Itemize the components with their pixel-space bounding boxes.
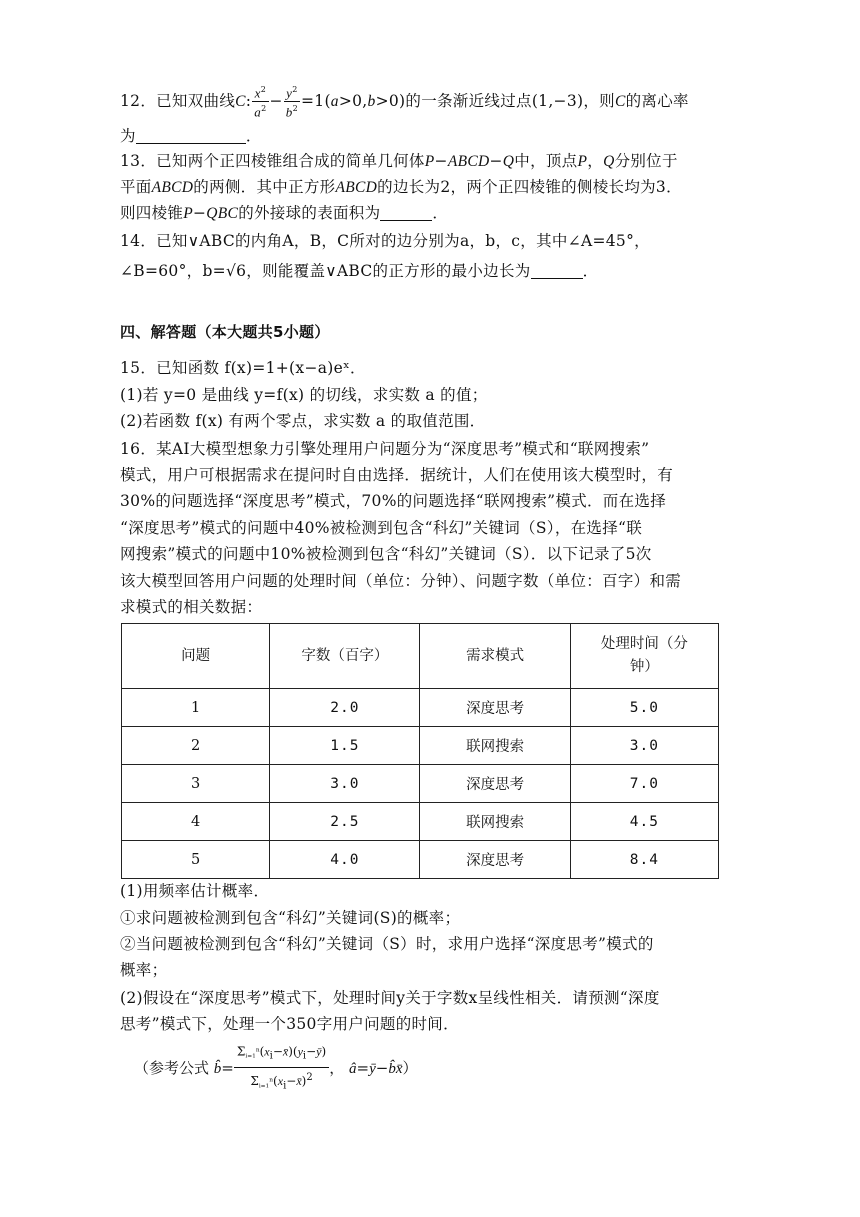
q16-after-line: (1)用频率估计概率．	[120, 882, 270, 900]
q12-point: (1,−3)	[531, 91, 584, 110]
question-12-line-1: 12．已知双曲线C: $\frac{x^2}{a^2}$ − $\frac{y^2}{b^2}$ =1(a>0,b>0)的一条渐近线过点(1,−3)，则C的离心率	[120, 85, 689, 120]
formula-suffix: ）	[402, 1059, 418, 1078]
q12-line2: 为	[120, 127, 136, 145]
cell-words: 2.0	[270, 689, 420, 727]
question-15-line-1: 15．已知函数 f(x)=1+(x−a)eˣ．	[120, 359, 366, 377]
q13-text-2: 平面	[120, 178, 152, 196]
cell-time: 3.0	[570, 727, 718, 765]
cell-mode: 联网搜索	[420, 727, 570, 765]
table-row	[122, 765, 719, 803]
cell-time: 4.5	[570, 803, 718, 841]
question-16-line: “深度思考”模式的问题中40%被检测到包含“科幻”关键词（S），在选择“联	[120, 519, 643, 537]
question-15-sub-1: (1)若 y=0 是曲线 y=f(x) 的切线，求实数 a 的值；	[120, 386, 488, 404]
q12-tail-2: 的离心率	[625, 91, 689, 110]
formula-prefix: （参考公式	[134, 1059, 210, 1078]
answer-blank[interactable]	[531, 262, 583, 279]
header-time-1: 处理时间（分	[600, 636, 688, 652]
cell-words: 2.5	[270, 803, 420, 841]
question-14-line-1	[120, 229, 740, 254]
fraction-x2-a2: $\frac{x^2}{a^2}$	[254, 85, 267, 120]
cell-mode: 联网搜索	[420, 803, 570, 841]
cell-mode: 深度思考	[420, 689, 570, 727]
q14-text: 14．已知∨ABC的内角A，B，C所对的边分别为a，b，c，其中∠A=45°，	[120, 232, 650, 250]
cell-time: 7.0	[570, 765, 718, 803]
cell-id: 5	[122, 841, 270, 879]
question-12-line-2: 为 ．	[120, 127, 262, 145]
formula-sep: ，	[329, 1059, 345, 1078]
question-16-line: 求模式的相关数据：	[120, 598, 263, 616]
question-16-line: 该大模型回答用户问题的处理时间（单位：分钟）、问题字数（单位：百字）和需	[120, 572, 682, 590]
cell-id: 2	[122, 727, 270, 765]
section-heading: 四、解答题（本大题共5小题）	[120, 323, 330, 341]
question-16-line: 16．某AI大模型想象力引擎处理用户问题分为“深度思考”模式和“联网搜索”	[120, 440, 650, 458]
question-13-line-1: 13．已知两个正四棱锥组合成的简单几何体P−ABCD−Q中，顶点P，Q分别位于	[120, 152, 678, 170]
fraction-y2-b2: $\frac{y^2}{b^2}$	[285, 85, 298, 120]
cell-mode: 深度思考	[420, 841, 570, 879]
answer-blank[interactable]	[380, 204, 432, 221]
answer-blank[interactable]	[136, 127, 246, 144]
cell-time: 8.4	[570, 841, 718, 879]
header-time	[570, 624, 718, 689]
cell-words: 3.0	[270, 765, 420, 803]
q13-text-2c: 的边长为2，两个正四棱锥的侧棱长均为3．	[377, 178, 682, 196]
q16-after-line: ②当问题被检测到包含“科幻”关键词（S）时，求用户选择“深度思考”模式的	[120, 935, 654, 953]
q14-text-2: ∠B=60°，b=√6，则能覆盖∨ABC的正方形的最小边长为	[120, 262, 531, 280]
q13-text-3b: 的外接球的表面积为	[238, 204, 381, 222]
question-16-line: 模式，用户可根据需求在提问时自由选择．据统计，人们在使用该大模型时，有	[120, 466, 674, 484]
question-16-line: 30%的问题选择“深度思考”模式，70%的问题选择“联网搜索”模式．而在选择	[120, 492, 667, 510]
q16-after-line: 思考”模式下，处理一个350字用户问题的时间．	[120, 1015, 459, 1033]
table-row	[122, 803, 719, 841]
header-mode: 需求模式	[420, 624, 570, 689]
q13-text: 13．已知两个正四棱锥组合成的简单几何体	[120, 152, 425, 170]
q13-text-3: 则四棱锥	[120, 204, 184, 222]
q13-text-c: 分别位于	[614, 152, 678, 170]
question-16-line: 网搜索”模式的问题中10%被检测到包含“科幻”关键词（S）．以下记录了5次	[120, 545, 652, 563]
q12-text-2: 的一条渐近线过点	[405, 91, 532, 110]
cell-mode: 深度思考	[420, 765, 570, 803]
q13-text-2b: 的两侧．其中正方形	[193, 178, 336, 196]
cell-id: 1	[122, 689, 270, 727]
table-row	[122, 841, 719, 879]
header-question: 问题	[122, 624, 270, 689]
formula-fraction: $\frac{\Sigma_{i=1}^n(x_i-x̄)(y_i-ȳ)}{\Sigma_{i=1}^n(x_i-x̄)^2}$	[234, 1044, 329, 1094]
question-13-line-2: 平面ABCD的两侧．其中正方形ABCD的边长为2，两个正四棱锥的侧棱长均为3．	[120, 178, 682, 196]
reference-formula: （参考公式 b̂= $\frac{\Sigma_{i=1}^n(x_i-x̄)(y_i-ȳ)}{\Sigma_{i=1}^n(x_i-x̄)^2}$ ， â=ȳ−b̂x̄）	[134, 1044, 418, 1094]
table-row	[122, 689, 719, 727]
question-15-sub-2: (2)若函数 f(x) 有两个零点，求实数 a 的取值范围．	[120, 412, 486, 430]
question-13-line-3: 则四棱锥P−QBC的外接球的表面积为 ．	[120, 204, 449, 222]
table-header-row	[122, 624, 719, 689]
q12-tail: ，则	[583, 91, 615, 110]
cell-words: 4.0	[270, 841, 420, 879]
q16-after-line: 概率；	[120, 961, 168, 979]
q12-text: 12．已知双曲线	[120, 91, 236, 110]
q13-text-b: 中，顶点	[514, 152, 578, 170]
data-table	[121, 623, 719, 879]
cell-id: 3	[122, 765, 270, 803]
question-14-line-2: ∠B=60°，b=√6，则能覆盖∨ABC的正方形的最小边长为 ．	[120, 262, 599, 280]
q16-after-line: (2)假设在“深度思考”模式下，处理时间y关于字数x呈线性相关．请预测“深度	[120, 989, 660, 1007]
header-time-2: 钟）	[629, 659, 659, 675]
table-row	[122, 727, 719, 765]
q16-after-line: ①求问题被检测到包含“科幻”关键词(S)的概率；	[120, 909, 461, 927]
cell-id: 4	[122, 803, 270, 841]
cell-time: 5.0	[570, 689, 718, 727]
cell-words: 1.5	[270, 727, 420, 765]
header-word-count: 字数（百字）	[270, 624, 420, 689]
